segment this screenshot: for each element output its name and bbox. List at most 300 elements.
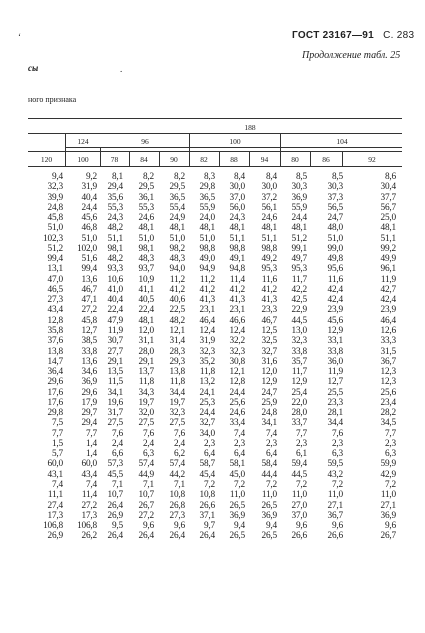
column-header: 92 [368, 155, 376, 164]
column-header: 94 [260, 155, 269, 164]
table-cell: 42,4 [327, 284, 343, 295]
column-header: 84 [140, 155, 148, 164]
table-cell: 19,7 [169, 397, 185, 408]
table-cell: 32,2 [229, 336, 245, 347]
table-cell: 48,2 [107, 254, 123, 265]
table-cell: 7,2 [233, 479, 245, 490]
table-cell: 47,9 [107, 315, 123, 326]
table-cell: 33,1 [327, 336, 343, 347]
table-cell: 51,0 [169, 233, 185, 244]
table-cell: 13,7 [138, 367, 154, 378]
table-cell: 24,4 [229, 387, 245, 398]
table-cell: 57,4 [138, 459, 154, 470]
table-cell: 35,6 [107, 192, 123, 203]
table-cell: 102,3 [43, 233, 63, 244]
table-cell: 13,0 [291, 325, 307, 336]
table-cell: 8,5 [295, 172, 307, 182]
table-cell: 37,0 [229, 192, 245, 203]
table-cell: 8,1 [111, 172, 123, 182]
table-cell: 43,1 [47, 469, 63, 480]
table-cell: 12,7 [327, 377, 343, 388]
table-cell: 24,7 [261, 387, 277, 398]
table-cell: 95,3 [261, 264, 277, 275]
table-cell: 8,2 [142, 172, 154, 182]
table-cell: 13,8 [169, 367, 185, 378]
table-cell: 17,3 [81, 510, 97, 521]
table-cell: 13,6 [81, 356, 97, 367]
table-cell: 96,1 [380, 264, 396, 275]
table-cell: 33,8 [327, 346, 343, 357]
table-cell: 31,9 [81, 182, 97, 193]
table-cell: 7,2 [295, 479, 307, 490]
table-cell: 41,0 [107, 284, 123, 295]
table-cell: 9,5 [111, 521, 123, 532]
table-cell: 94,0 [169, 264, 185, 275]
table-cell: 36,9 [81, 377, 97, 388]
table-cell: 30,3 [327, 182, 343, 193]
table-cell: 26,4 [107, 500, 123, 511]
table-cell: 9,6 [295, 521, 307, 532]
table-cell: 60,0 [47, 459, 63, 470]
table-cell: 32,3 [169, 408, 185, 419]
table-cell: 12,0 [138, 325, 154, 336]
table-cell: 46,4 [199, 315, 215, 326]
table-top-rule [28, 118, 402, 119]
table-cell: 51,0 [81, 233, 97, 244]
table-cell: 95,6 [327, 264, 343, 275]
table-cell: 46,4 [380, 315, 396, 326]
table-cell: 29,1 [107, 356, 123, 367]
table-cell: 12,3 [380, 367, 396, 378]
table-cell: 11,9 [107, 325, 123, 336]
table-rule [65, 147, 402, 148]
table-cell: 7,1 [142, 479, 154, 490]
table-cell: 24,8 [47, 202, 63, 213]
table-cell: 37,6 [47, 336, 63, 347]
table-cell: 11,8 [199, 367, 215, 378]
table-cell: 2,3 [233, 438, 245, 449]
table-cell: 48,1 [291, 223, 307, 234]
table-cell: 7,1 [173, 479, 185, 490]
table-cell: 48,3 [169, 254, 185, 265]
table-cell: 11,1 [47, 490, 63, 501]
table-cell: 41,3 [261, 295, 277, 306]
table-cell: 24,6 [138, 213, 154, 224]
table-cell: 28,2 [380, 408, 396, 419]
table-cell: 2,4 [142, 438, 154, 449]
table-cell: 26,6 [291, 531, 307, 542]
table-cell: 24,6 [229, 408, 245, 419]
table-cell: 31,9 [199, 336, 215, 347]
table-cell: 42,2 [291, 284, 307, 295]
table-cell: 24,4 [291, 213, 307, 224]
table-cell: 13,6 [81, 274, 97, 285]
table-cell: 12,5 [261, 325, 277, 336]
table-cell: 51,1 [107, 233, 123, 244]
table-cell: 44,4 [261, 469, 277, 480]
subgroup-header: 100 [229, 137, 241, 146]
table-cell: 23,9 [327, 305, 343, 316]
table-cell: 7,2 [384, 479, 396, 490]
table-cell: 49,8 [327, 254, 343, 265]
table-cell: 11,6 [261, 274, 277, 285]
table-cell: 22,4 [138, 305, 154, 316]
table-cell: 27,3 [169, 510, 185, 521]
table-cell: 45,6 [81, 213, 97, 224]
table-cell: 10,8 [169, 490, 185, 501]
clipped-heading-fragment: сы [28, 63, 39, 73]
table-cell: 55,9 [291, 202, 307, 213]
table-cell: 98,8 [199, 243, 215, 254]
table-cell: 2,3 [295, 438, 307, 449]
table-cell: 7,4 [85, 479, 97, 490]
table-cell: 24,8 [261, 408, 277, 419]
clipped-header-fragment: ного признака [28, 95, 77, 104]
subgroup-header: 104 [336, 137, 348, 146]
table-cell: 37,0 [291, 510, 307, 521]
table-cell: 2,3 [384, 438, 396, 449]
table-cell: 11,4 [229, 274, 245, 285]
table-cell: 9,6 [142, 521, 154, 532]
table-cell: 98,1 [138, 243, 154, 254]
table-cell: 1,5 [51, 438, 63, 449]
table-cell: 5,7 [51, 449, 63, 460]
table-cell: 7,2 [203, 479, 215, 490]
table-cell: 32,3 [291, 336, 307, 347]
table-cell: 22,5 [169, 305, 185, 316]
table-cell: 8,2 [173, 172, 185, 182]
table-cell: 11,5 [107, 377, 123, 388]
table-cell: 7,1 [111, 479, 123, 490]
table-cell: 26,9 [107, 510, 123, 521]
table-cell: 30,4 [380, 182, 396, 193]
table-cell: 42,4 [380, 295, 396, 306]
table-cell: 48,2 [107, 223, 123, 234]
table-cell: 28,0 [138, 346, 154, 357]
table-cell: 28,0 [291, 408, 307, 419]
table-cell: 45,6 [327, 315, 343, 326]
table-cell: 99,2 [380, 243, 396, 254]
table-cell: 6,3 [384, 449, 396, 460]
table-cell: 43,2 [327, 469, 343, 480]
page-mark: ‘ [18, 32, 21, 42]
table-cell: 10,8 [199, 490, 215, 501]
table-cell: 40,4 [81, 192, 97, 203]
table-column [219, 172, 245, 542]
table-cell: 7,2 [331, 479, 343, 490]
table-cell: 33,8 [81, 346, 97, 357]
table-cell: 10,6 [107, 274, 123, 285]
table-cell: 32,3 [199, 346, 215, 357]
table-cell: 11,7 [291, 274, 307, 285]
table-cell: 14,7 [47, 356, 63, 367]
table-cell: 26,7 [138, 500, 154, 511]
table-cell: 51,2 [291, 233, 307, 244]
table-cell: 45,4 [199, 469, 215, 480]
table-cell: 99,4 [47, 254, 63, 265]
table-cell: 27,5 [138, 418, 154, 429]
table-cell: 27,1 [327, 500, 343, 511]
table-cell: 48,2 [169, 315, 185, 326]
table-cell: 2,3 [265, 438, 277, 449]
table-cell: 28,3 [169, 346, 185, 357]
table-cell: 7,4 [233, 428, 245, 439]
table-cell: 57,3 [107, 459, 123, 470]
table-cell: 9,4 [265, 521, 277, 532]
column-header: 82 [200, 155, 208, 164]
table-cell: 22,9 [291, 305, 307, 316]
table-cell: 98,8 [229, 243, 245, 254]
table-cell: 36,1 [138, 192, 154, 203]
table-cell: 6,3 [142, 449, 154, 460]
column-header: 80 [291, 155, 299, 164]
table-cell: 102,0 [77, 243, 97, 254]
table-cell: 36,7 [327, 510, 343, 521]
table-cell: 11,9 [327, 367, 343, 378]
table-cell: 11,2 [169, 274, 185, 285]
table-cell: 11,9 [380, 274, 396, 285]
table-cell: 6,3 [331, 449, 343, 460]
table-cell: 27,0 [291, 500, 307, 511]
table-cell: 2,3 [331, 438, 343, 449]
table-cell: 32,3 [47, 182, 63, 193]
table-column [310, 172, 343, 542]
table-cell: 26,4 [169, 531, 185, 542]
table-cell: 49,9 [380, 254, 396, 265]
page-mark: . [120, 64, 123, 74]
table-cell: 26,6 [327, 531, 343, 542]
table-column [189, 172, 215, 542]
table-cell: 59,9 [380, 459, 396, 470]
table-cell: 48,1 [169, 223, 185, 234]
subgroup-header: 96 [141, 137, 149, 146]
table-cell: 48,1 [380, 223, 396, 234]
table-cell: 106,8 [43, 521, 63, 532]
table-cell: 41,2 [229, 284, 245, 295]
table-cell: 36,9 [229, 510, 245, 521]
table-cell: 13,2 [199, 377, 215, 388]
table-cell: 51,1 [261, 233, 277, 244]
table-cell: 99,1 [291, 243, 307, 254]
table-cell: 37,1 [199, 510, 215, 521]
table-cell: 27,2 [81, 305, 97, 316]
table-cell: 1,4 [85, 438, 97, 449]
table-cell: 34,4 [327, 418, 343, 429]
table-cell: 24,4 [199, 408, 215, 419]
table-cell: 27,2 [138, 510, 154, 521]
table-cell: 26,6 [199, 500, 215, 511]
table-cell: 30,7 [107, 336, 123, 347]
table-cell: 12,0 [261, 367, 277, 378]
table-cell: 7,4 [265, 428, 277, 439]
table-cell: 99,4 [81, 264, 97, 275]
table-cell: 40,5 [138, 295, 154, 306]
table-rule [28, 151, 402, 152]
table-cell: 7,6 [142, 428, 154, 439]
table-cell: 48,0 [327, 223, 343, 234]
table-cell: 8,5 [331, 172, 343, 182]
table-cell: 31,6 [261, 356, 277, 367]
table-cell: 57,4 [169, 459, 185, 470]
table-cell: 34,5 [380, 418, 396, 429]
table-cell: 27,5 [107, 418, 123, 429]
table-cell: 46,8 [81, 223, 97, 234]
table-cell: 45,8 [47, 213, 63, 224]
table-cell: 41,2 [261, 284, 277, 295]
table-cell: 30,0 [229, 182, 245, 193]
table-cell: 34,6 [81, 367, 97, 378]
table-cell: 42,9 [380, 469, 396, 480]
table-cell: 30,8 [229, 356, 245, 367]
column-header: 100 [77, 155, 89, 164]
table-cell: 34,1 [107, 387, 123, 398]
column-header: 120 [40, 155, 53, 164]
table-cell: 26,9 [47, 531, 63, 542]
table-cell: 40,6 [169, 295, 185, 306]
table-cell: 41,3 [199, 295, 215, 306]
table-column [129, 172, 154, 542]
table-cell: 34,4 [169, 387, 185, 398]
table-cell: 31,7 [107, 408, 123, 419]
table-cell: 9,2 [85, 172, 97, 182]
table-cell: 56,7 [380, 202, 396, 213]
table-cell: 23,3 [327, 397, 343, 408]
table-cell: 35,2 [199, 356, 215, 367]
table-cell: 11,8 [138, 377, 154, 388]
table-cell: 56,0 [229, 202, 245, 213]
table-cell: 2,4 [173, 438, 185, 449]
table-cell: 8,4 [265, 172, 277, 182]
table-cell: 24,6 [261, 213, 277, 224]
table-cell: 55,3 [138, 202, 154, 213]
table-cell: 29,8 [199, 182, 215, 193]
table-cell: 8,3 [203, 172, 215, 182]
table-cell: 46,5 [47, 284, 63, 295]
table-cell: 12,1 [229, 367, 245, 378]
table-cell: 36,9 [261, 510, 277, 521]
table-cell: 94,9 [199, 264, 215, 275]
table-cell: 2,3 [203, 438, 215, 449]
standard-number: ГОСТ 23167—91 [292, 30, 375, 41]
table-cell: 29,7 [81, 408, 97, 419]
table-column [249, 172, 277, 542]
table-cell: 46,6 [229, 315, 245, 326]
table-cell: 29,8 [47, 408, 63, 419]
table-cell: 24,9 [169, 213, 185, 224]
table-cell: 93,3 [107, 264, 123, 275]
table-cell: 24,1 [199, 387, 215, 398]
table-cell: 32,7 [199, 418, 215, 429]
table-cell: 29,5 [138, 182, 154, 193]
table-column [280, 172, 307, 542]
table-cell: 24,3 [107, 213, 123, 224]
table-column [342, 172, 396, 542]
table-cell: 99,0 [327, 243, 343, 254]
table-cell: 9,7 [203, 521, 215, 532]
table-cell: 94,8 [229, 264, 245, 275]
table-cell: 12,4 [229, 325, 245, 336]
table-cell: 45,8 [81, 315, 97, 326]
table-cell: 29,6 [81, 387, 97, 398]
table-cell: 12,4 [199, 325, 215, 336]
table-cell: 58,1 [229, 459, 245, 470]
table-cell: 12,1 [169, 325, 185, 336]
table-rule [28, 133, 402, 134]
table-cell: 32,0 [138, 408, 154, 419]
table-column [28, 172, 63, 542]
table-cell: 28,1 [327, 408, 343, 419]
table-cell: 36,9 [291, 192, 307, 203]
table-cell: 10,7 [138, 490, 154, 501]
table-cell: 11,6 [327, 274, 343, 285]
table-cell: 44,5 [291, 315, 307, 326]
table-cell: 49,2 [261, 254, 277, 265]
table-cell: 7,7 [85, 428, 97, 439]
table-cell: 7,6 [111, 428, 123, 439]
table-cell: 1,4 [85, 449, 97, 460]
table-cell: 37,7 [380, 192, 396, 203]
table-cell: 55,3 [107, 202, 123, 213]
table-cell: 51,1 [229, 233, 245, 244]
table-cell: 23,1 [199, 305, 215, 316]
table-cell: 95,3 [291, 264, 307, 275]
table-cell: 10,9 [138, 274, 154, 285]
table-column [100, 172, 123, 542]
table-cell: 12,8 [229, 377, 245, 388]
table-column [66, 172, 97, 542]
table-cell: 13,8 [47, 346, 63, 357]
table-cell: 6,4 [233, 449, 245, 460]
table-cell: 23,1 [229, 305, 245, 316]
table-cell: 45,5 [107, 469, 123, 480]
table-cell: 9,4 [51, 172, 63, 182]
table-cell: 30,3 [291, 182, 307, 193]
table-cell: 27,1 [380, 500, 396, 511]
table-cell: 25,6 [380, 387, 396, 398]
table-continuation-label: Продолжение табл. 25 [302, 50, 401, 61]
column-header: 78 [110, 155, 119, 164]
table-cell: 32,7 [261, 346, 277, 357]
table-cell: 29,5 [169, 182, 185, 193]
table-cell: 41,2 [169, 284, 185, 295]
table-cell: 36,5 [169, 192, 185, 203]
table-cell: 44,5 [291, 469, 307, 480]
table-cell: 26,5 [261, 500, 277, 511]
table-cell: 19,6 [107, 397, 123, 408]
table-cell: 41,1 [138, 284, 154, 295]
table-cell: 7,7 [51, 428, 63, 439]
table-cell: 12,9 [291, 377, 307, 388]
table-cell: 11,0 [291, 490, 307, 501]
table-cell: 42,7 [380, 284, 396, 295]
table-cell: 37,3 [327, 192, 343, 203]
table-cell: 49,7 [291, 254, 307, 265]
table-cell: 24,0 [199, 213, 215, 224]
table-cell: 7,7 [384, 428, 396, 439]
table-cell: 51,0 [199, 233, 215, 244]
table-cell: 42,4 [327, 295, 343, 306]
table-cell: 7,5 [51, 418, 63, 429]
table-cell: 45,0 [229, 469, 245, 480]
table-cell: 36,5 [199, 192, 215, 203]
table-cell: 26,8 [169, 500, 185, 511]
table-cell: 7,7 [295, 428, 307, 439]
table-cell: 8,4 [233, 172, 245, 182]
table-cell: 11,4 [81, 490, 97, 501]
column-header: 88 [230, 155, 238, 164]
table-header-bottom-rule [28, 166, 402, 167]
table-cell: 13,1 [47, 264, 63, 275]
